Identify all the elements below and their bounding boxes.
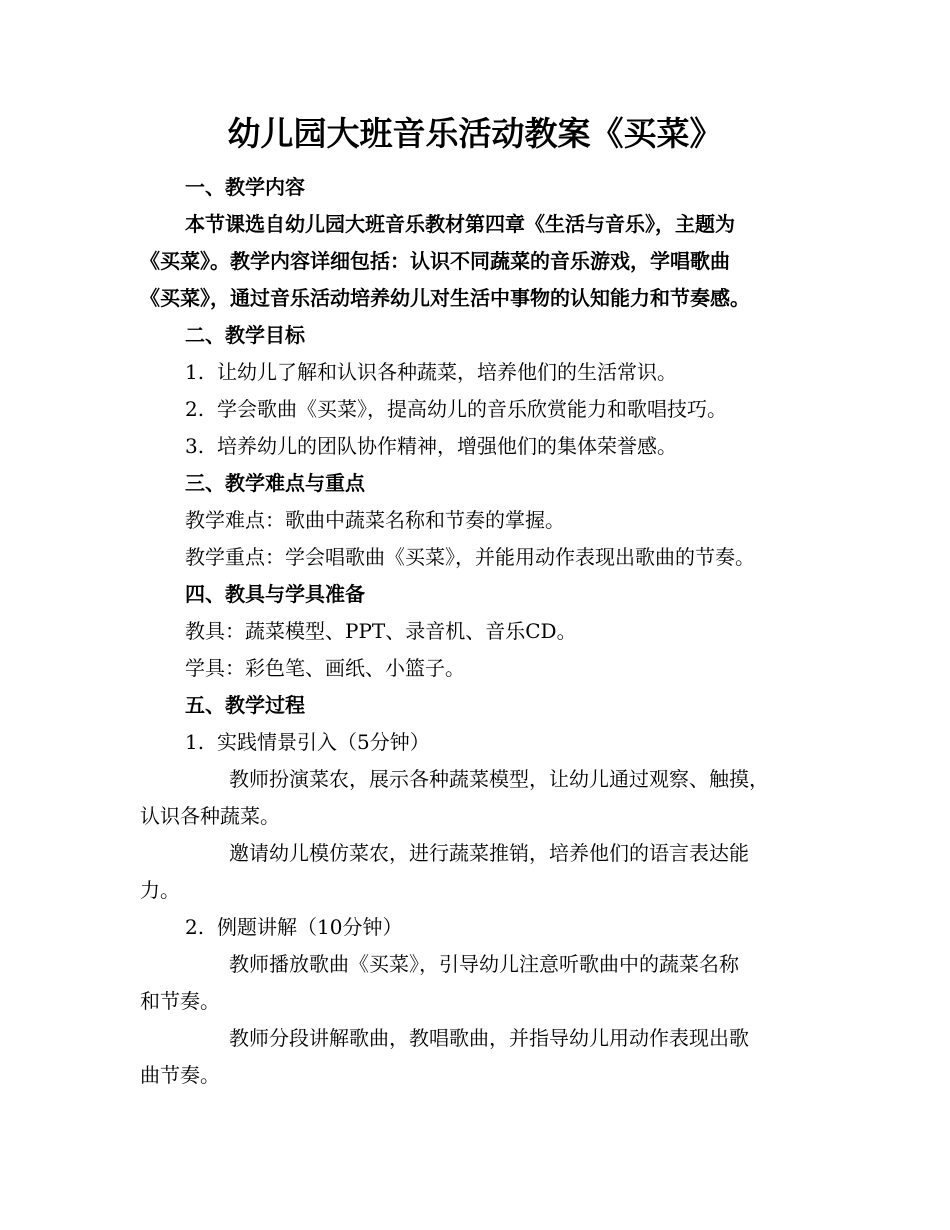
teaching-focus: 教学重点：学会唱歌曲《买菜》，并能用动作表现出歌曲的节奏。 [185,545,755,569]
objective-item [185,433,677,459]
step-paragraph-line: 力。 [140,878,180,902]
step-title-text: 实践情景引入（5分钟） [217,730,430,754]
step-paragraph-line: 曲节奏。 [140,1063,220,1087]
content-paragraph-line: 本节课选自幼儿园大班音乐教材第四章《生活与音乐》，主题为 [185,212,735,236]
content-paragraph-line: 《买菜》。教学内容详细包括：认识不同蔬菜的音乐游戏，学唱歌曲 [140,249,730,273]
step-paragraph-line: 和节奏。 [140,989,220,1013]
teacher-tools: 教具：蔬菜模型、PPT、录音机、音乐CD。 [185,619,577,643]
section-heading-objectives: 二、教学目标 [185,323,305,347]
objective-text: 培养幼儿的团队协作精神，增强他们的集体荣誉感。 [217,434,677,458]
step-paragraph-line: 教师播放歌曲《买菜》，引导幼儿注意听歌曲中的蔬菜名称 [229,952,739,976]
document-title: 幼儿园大班音乐活动教案《买菜》 [227,114,723,153]
objective-number: 3. [185,434,205,458]
section-heading-process: 五、教学过程 [185,693,305,717]
step-paragraph-line: 教师扮演菜农，展示各种蔬菜模型，让幼儿通过观察、触摸， [229,767,769,791]
step-paragraph-line: 教师分段讲解歌曲，教唱歌曲，并指导幼儿用动作表现出歌 [229,1026,749,1050]
objective-text: 让幼儿了解和认识各种蔬菜，培养他们的生活常识。 [217,360,677,384]
step-title-text: 例题讲解（10分钟） [217,915,403,939]
section-heading-key-points: 三、教学难点与重点 [185,471,365,495]
step-number: 1. [185,730,205,754]
section-heading-content: 一、教学内容 [185,175,305,199]
section-heading-materials: 四、教具与学具准备 [185,582,365,606]
objective-item [185,396,727,422]
step-number: 2. [185,915,205,939]
process-step-title [185,729,430,755]
step-paragraph-line: 认识各种蔬菜。 [140,804,280,828]
objective-number: 1. [185,360,205,384]
objective-text: 学会歌曲《买菜》，提高幼儿的音乐欣赏能力和歌唱技巧。 [217,397,727,421]
teaching-difficulty: 教学难点：歌曲中蔬菜名称和节奏的掌握。 [185,508,565,532]
process-step-title [185,914,402,940]
objective-item [185,359,677,385]
student-tools: 学具：彩色笔、画纸、小篮子。 [185,656,465,680]
content-paragraph-line: 《买菜》，通过音乐活动培养幼儿对生活中事物的认知能力和节奏感。 [140,286,750,310]
objective-number: 2. [185,397,205,421]
step-paragraph-line: 邀请幼儿模仿菜农，进行蔬菜推销，培养他们的语言表达能 [229,841,749,865]
